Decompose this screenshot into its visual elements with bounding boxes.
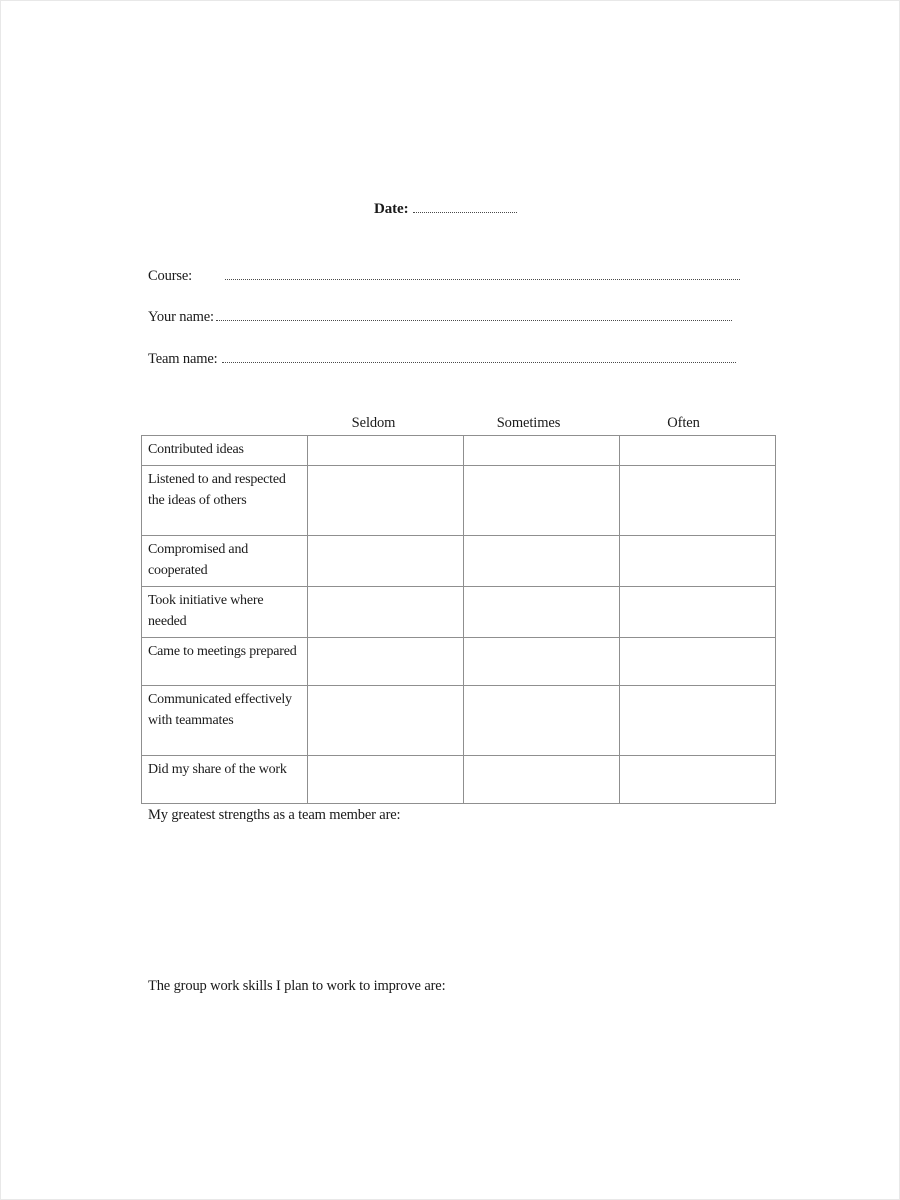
rating-cell-sometimes[interactable] bbox=[464, 465, 620, 535]
criterion-label: Contributed ideas bbox=[142, 436, 308, 466]
table-row bbox=[142, 637, 776, 685]
criterion-label: Came to meetings prepared bbox=[142, 637, 308, 685]
your-name-input-rule[interactable] bbox=[216, 309, 732, 321]
criterion-label: Compromised and cooperated bbox=[142, 535, 308, 586]
team-name-label: Team name: bbox=[148, 351, 218, 367]
rating-cell-seldom[interactable] bbox=[308, 755, 464, 803]
rating-cell-often[interactable] bbox=[620, 685, 776, 755]
criterion-label: Listened to and respected the ideas of others bbox=[142, 465, 308, 535]
your-name-label: Your name: bbox=[148, 309, 214, 325]
prompt-strengths: My greatest strengths as a team member are: bbox=[148, 807, 401, 823]
table-row bbox=[142, 535, 776, 586]
rating-cell-often[interactable] bbox=[620, 465, 776, 535]
rating-cell-often[interactable] bbox=[620, 586, 776, 637]
your-name-field[interactable] bbox=[148, 309, 732, 326]
table-row bbox=[142, 586, 776, 637]
date-input-rule[interactable] bbox=[413, 201, 517, 213]
course-input-rule[interactable] bbox=[225, 268, 740, 280]
rating-column-headers bbox=[296, 415, 761, 432]
rating-header-sometimes: Sometimes bbox=[496, 415, 561, 431]
rating-cell-often[interactable] bbox=[620, 755, 776, 803]
table-row bbox=[142, 465, 776, 535]
table-row bbox=[142, 685, 776, 755]
criterion-label: Took initiative where needed bbox=[142, 586, 308, 637]
rating-cell-sometimes[interactable] bbox=[464, 586, 620, 637]
rating-cell-seldom[interactable] bbox=[308, 637, 464, 685]
rating-table-body bbox=[142, 436, 776, 804]
team-name-input-rule[interactable] bbox=[222, 351, 736, 363]
course-label: Course: bbox=[148, 268, 193, 284]
table-row bbox=[142, 755, 776, 803]
rating-cell-sometimes[interactable] bbox=[464, 535, 620, 586]
rating-cell-often[interactable] bbox=[620, 436, 776, 466]
rating-cell-seldom[interactable] bbox=[308, 685, 464, 755]
rating-table bbox=[141, 435, 776, 804]
rating-cell-sometimes[interactable] bbox=[464, 755, 620, 803]
course-field[interactable] bbox=[148, 268, 740, 285]
rating-cell-seldom[interactable] bbox=[308, 436, 464, 466]
rating-header-often: Often bbox=[667, 415, 700, 431]
rating-cell-often[interactable] bbox=[620, 637, 776, 685]
table-row bbox=[142, 436, 776, 466]
prompt-improve: The group work skills I plan to work to improve are: bbox=[148, 978, 446, 994]
criterion-label: Communicated effectively with teammates bbox=[142, 685, 308, 755]
rating-header-seldom: Seldom bbox=[351, 415, 396, 431]
rating-cell-seldom[interactable] bbox=[308, 465, 464, 535]
rating-cell-seldom[interactable] bbox=[308, 535, 464, 586]
rating-cell-seldom[interactable] bbox=[308, 586, 464, 637]
rating-cell-often[interactable] bbox=[620, 535, 776, 586]
date-field[interactable] bbox=[374, 201, 517, 218]
rating-cell-sometimes[interactable] bbox=[464, 685, 620, 755]
criterion-label: Did my share of the work bbox=[142, 755, 308, 803]
rating-cell-sometimes[interactable] bbox=[464, 637, 620, 685]
team-name-field[interactable] bbox=[148, 351, 736, 368]
rating-cell-sometimes[interactable] bbox=[464, 436, 620, 466]
date-label: Date: bbox=[374, 201, 409, 217]
